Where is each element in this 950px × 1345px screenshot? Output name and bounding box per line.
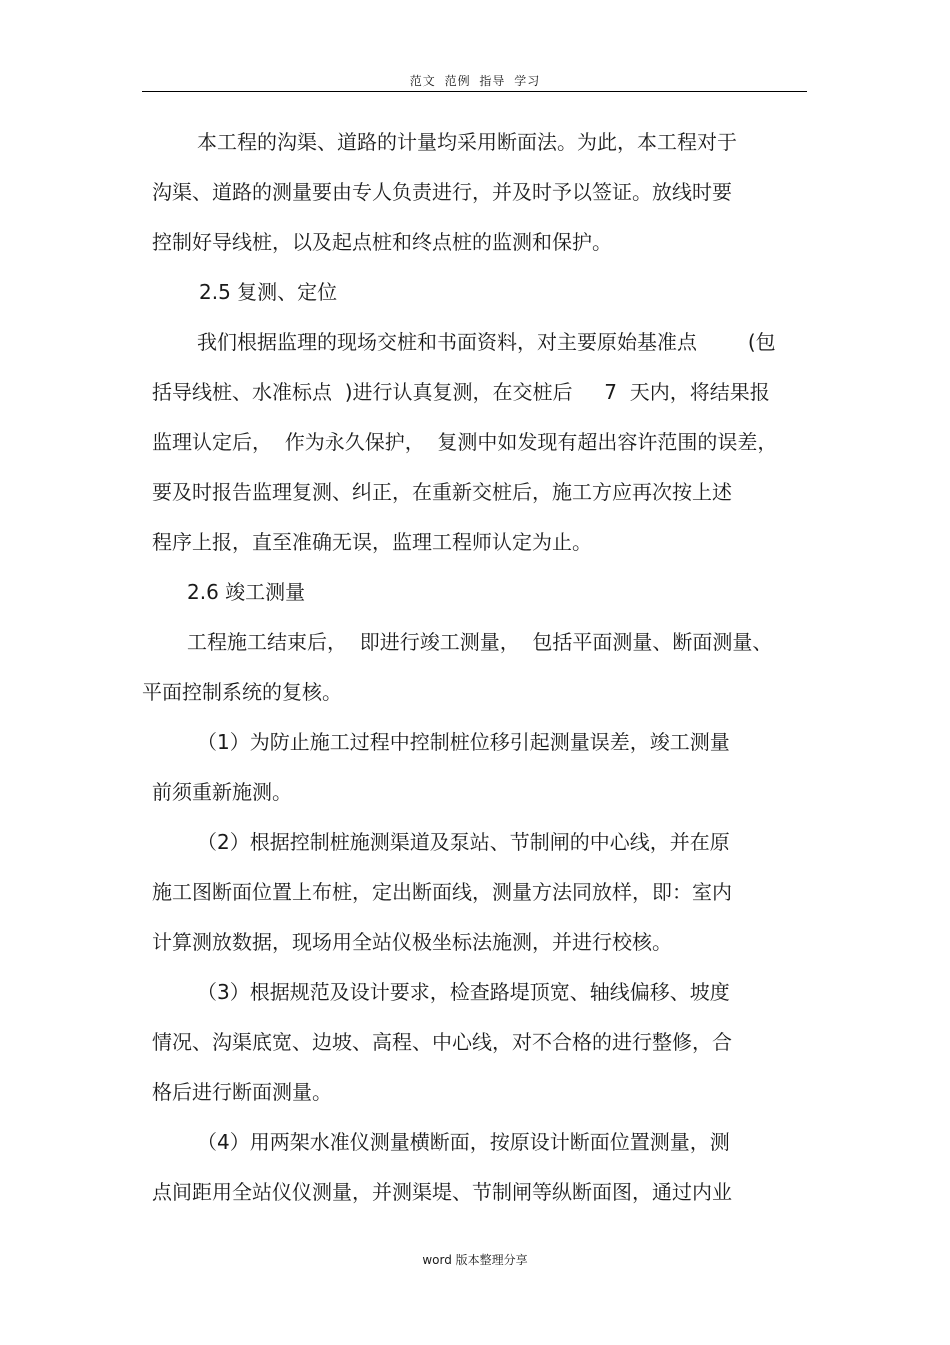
paragraph-line: 监理认定后， 作为永久保护， 复测中如发现有超出容许范围的误差，: [152, 430, 778, 454]
list-item-line: （4）用两架水准仪测量横断面，按原设计断面位置测量，测: [197, 1130, 730, 1154]
paragraph-line: 程序上报，直至准确无误，监理工程师认定为止。: [152, 530, 592, 554]
list-item-line: 点间距用全站仪仪测量，并测渠堤、节制闸等纵断面图，通过内业: [152, 1180, 732, 1204]
paragraph-line: 沟渠、道路的测量要由专人负责进行，并及时予以签证。放线时要: [152, 180, 732, 204]
section-heading: 2.6 竣工测量: [187, 580, 306, 604]
list-item-line: （3）根据规范及设计要求，检查路堤顶宽、轴线偏移、坡度: [197, 980, 730, 1004]
paragraph-line: 我们根据监理的现场交桩和书面资料，对主要原始基准点 (包: [197, 330, 776, 354]
paragraph-line: 括导线桩、水准标点 )进行认真复测，在交桩后 7 天内，将结果报: [152, 380, 770, 404]
list-item-line: （1）为防止施工过程中控制桩位移引起测量误差，竣工测量: [197, 730, 730, 754]
page-header: 范文 范例 指导 学习: [409, 74, 541, 88]
paragraph-line: 平面控制系统的复核。: [142, 680, 342, 704]
list-item-line: （2）根据控制桩施测渠道及泵站、节制闸的中心线，并在原: [197, 830, 730, 854]
list-item-line: 格后进行断面测量。: [152, 1080, 332, 1104]
page-footer: word 版本整理分享: [422, 1253, 528, 1267]
list-item-line: 施工图断面位置上布桩，定出断面线，测量方法同放样，即：室内: [152, 880, 732, 904]
section-heading: 2.5 复测、定位: [199, 280, 338, 304]
list-item-line: 情况、沟渠底宽、边坡、高程、中心线，对不合格的进行整修，合: [152, 1030, 732, 1054]
paragraph-line: 工程施工结束后， 即进行竣工测量， 包括平面测量、断面测量、: [187, 630, 773, 654]
header-divider: [142, 91, 807, 92]
paragraph-line: 控制好导线桩，以及起点桩和终点桩的监测和保护。: [152, 230, 612, 254]
paragraph-line: 本工程的沟渠、道路的计量均采用断面法。为此，本工程对于: [197, 130, 737, 154]
list-item-line: 计算测放数据，现场用全站仪极坐标法施测，并进行校核。: [152, 930, 672, 954]
list-item-line: 前须重新施测。: [152, 780, 292, 804]
paragraph-line: 要及时报告监理复测、纠正，在重新交桩后，施工方应再次按上述: [152, 480, 732, 504]
